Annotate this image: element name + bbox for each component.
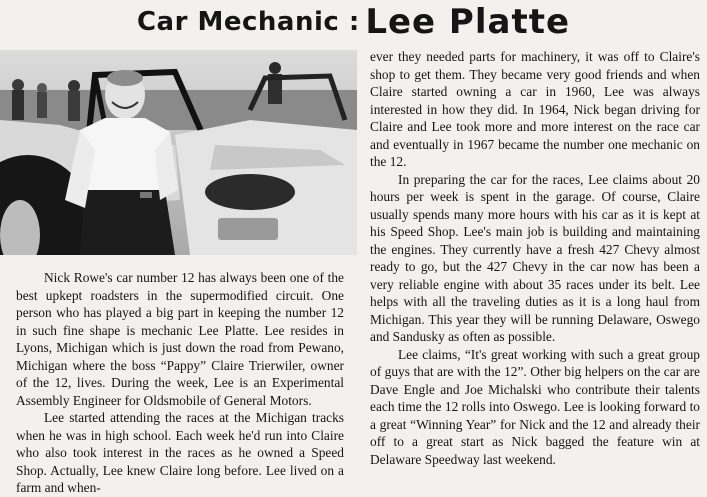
mechanic-photo bbox=[0, 50, 357, 255]
article-column-left bbox=[16, 269, 344, 497]
article-title bbox=[0, 2, 707, 44]
article-paragraph: Lee claims, “It's great working with such a great group of guys that are with the 12”. Other big helpers on the car are Dave Engle and Joe Michalski who contribute their talents each time the 12 rolls into Oswego. Lee is looking forward to a great “Winning Year” for Nick and the 12 and already their off to a great start as Nick bagged the feature win at Delaware Speedway last weekend. bbox=[370, 346, 700, 467]
article-paragraph: In preparing the car for the races, Lee claims about 20 hours per week is spent in the garage. Of course, Claire usually spends many more hours with his car as it is kept at his Speed Shop. Lee's main job is building and maintaining the engines. They currently have a fresh 427 Chevy almost ready to go, but the 427 Chevy in the car now has been a very reliable engine with about 35 races under its belt. Lee helps with all the traveling duties as it is a long haul from Michigan. This year they will be running Delaware, Oswego and Sandusky as often as possible. bbox=[370, 171, 700, 344]
article-paragraph: ever they needed parts for machinery, it was off to Claire's shop to get them. They became very good friends and when Claire started owning a car in 1960, Lee was always interested in how they did. In 1964, Nick began driving for Claire and Lee took more and more interest on the race car and eventually in 1967 became the number one mechanic on the 12. bbox=[370, 49, 700, 169]
article-column-right bbox=[370, 48, 700, 468]
title-prefix: Car Mechanic : bbox=[136, 7, 360, 37]
article-paragraph: Nick Rowe's car number 12 has always been one of the best upkept roadsters in the supermodified circuit. One person who has played a big part in keeping the number 12 in such fine shape is mechanic Lee Platte. Lee resides in Lyons, Michigan which is just down the road from Pewano, Michigan where the boss “Pappy” Claire Trierwiler, owner of the 12, lives. During the week, Lee is an Experimental Assembly Engineer for Oldsmobile of General Motors. bbox=[16, 270, 344, 408]
title-name: Lee Platte bbox=[365, 2, 571, 42]
article-paragraph: Lee started attending the races at the Michigan tracks when he was in high school. Each week he'd run into Claire who also took interest in the races as he owned a Speed Shop. Actually, Lee knew Claire long before. Lee lived on a farm and when- bbox=[16, 410, 344, 495]
